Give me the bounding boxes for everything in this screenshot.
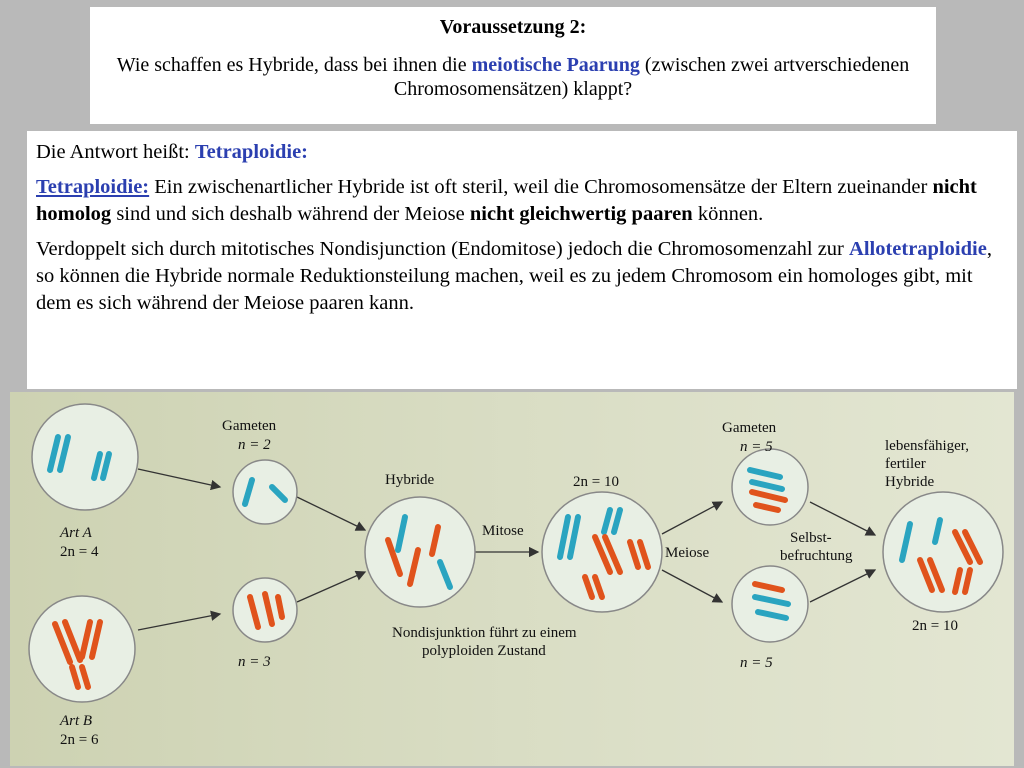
label-selbst-1: Selbst- <box>790 530 832 546</box>
question-emphasis: meiotische Paarung <box>471 54 640 76</box>
label-art-b: Art B <box>60 713 93 729</box>
label-mitose: Mitose <box>482 523 524 539</box>
label-gameten-1-n-lower: n = 3 <box>238 654 271 670</box>
label-final-n: 2n = 10 <box>912 618 958 634</box>
answer-intro-term: Tetraploidie: <box>194 141 308 163</box>
label-gameten-2-n-lower: n = 5 <box>740 655 773 671</box>
answer-intro-text: Die Antwort heißt: <box>36 141 195 163</box>
question-box <box>90 7 936 124</box>
label-gameten-2: Gameten <box>722 420 777 436</box>
p1-bold-2: nicht gleichwertig paaren <box>469 203 693 225</box>
polyploidy-diagram <box>10 392 1014 766</box>
p1-text-a: Ein zwischenartlicher Hybride ist oft steril, weil die Chromosomensätze der Eltern zueinander <box>149 176 933 198</box>
label-gameten-1: Gameten <box>222 418 277 434</box>
question-title: Voraussetzung 2: <box>439 16 587 38</box>
label-meiose: Meiose <box>665 545 710 561</box>
p2-text-b: , so können die Hybride normale Reduktionsteilung machen, weil es zu jedem Chromosom ein homologes gibt, mit dem es sich während der Meiose paaren kann. <box>36 238 992 314</box>
label-fertile-3: Hybride <box>885 474 935 490</box>
p1-bold-1: nicht homolog <box>36 176 977 225</box>
question-pre: Wie schaffen es Hybride, dass bei ihnen die <box>116 54 472 76</box>
label-gameten-2-n: n = 5 <box>740 439 773 455</box>
p1-text-d: können. <box>692 203 764 225</box>
allotetraploidie-term: Allotetraploidie <box>849 238 987 260</box>
answer-box <box>27 131 1017 389</box>
label-hybride: Hybride <box>385 472 435 488</box>
label-fertile-2: fertiler <box>885 456 926 472</box>
label-art-a-n: 2n = 4 <box>60 544 99 560</box>
label-art-b-n: 2n = 6 <box>60 732 99 748</box>
question-text <box>90 53 936 101</box>
label-nondisjunktion-2: polyploiden Zustand <box>422 643 546 659</box>
label-fertile-1: lebensfähiger, <box>885 438 969 454</box>
answer-paragraph-1 <box>36 174 1007 228</box>
label-gameten-1-n: n = 2 <box>238 437 271 453</box>
answer-intro <box>36 139 1007 166</box>
answer-paragraph-2 <box>36 236 1007 317</box>
label-art-a: Art A <box>60 525 92 541</box>
diagram-background <box>10 392 1014 766</box>
label-nondisjunktion-1: Nondisjunktion führt zu einem <box>392 625 577 641</box>
p2-text-a: Verdoppelt sich durch mitotisches Nondisjunction (Endomitose) jedoch die Chromosomenzahl zur <box>36 238 850 260</box>
label-tetra-n: 2n = 10 <box>573 474 619 490</box>
label-selbst-2: befruchtung <box>780 548 853 564</box>
p1-text-c: sind und sich deshalb während der Meiose <box>111 203 470 225</box>
tetraploidie-term: Tetraploidie: <box>36 176 150 198</box>
question-post: (zwischen zwei artverschiedenen Chromosomensätzen) klappt? <box>393 54 910 100</box>
diagram-svg <box>10 392 1014 766</box>
